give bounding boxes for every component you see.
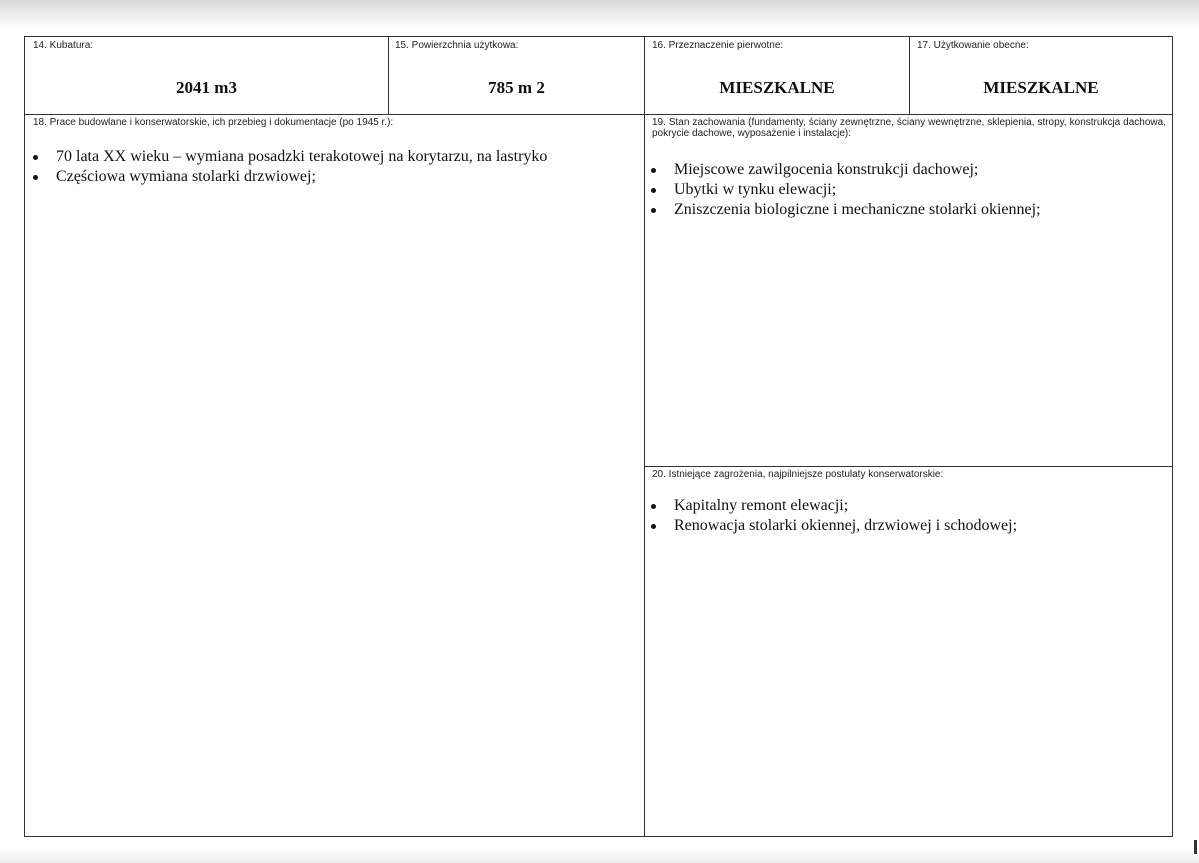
list-item: Ubytki w tynku elewacji; xyxy=(648,180,1163,200)
list-item: 70 lata XX wieku – wymiana posadzki terakotowej na korytarzu, na lastryko xyxy=(30,147,635,167)
divider-14-15 xyxy=(388,37,389,115)
field-16-label: 16. Przeznaczenie pierwotne: xyxy=(652,40,784,51)
scan-edge-mark xyxy=(1194,840,1197,854)
field-19-list xyxy=(648,160,1163,220)
field-14-label: 14. Kubatura: xyxy=(33,40,94,51)
field-15-value: 785 m 2 xyxy=(488,78,545,97)
list-item: Zniszczenia biologiczne i mechaniczne stolarki okiennej; xyxy=(648,200,1163,220)
record-form-page xyxy=(24,36,1173,837)
scan-shadow-top xyxy=(0,0,1199,30)
field-18-label: 18. Prace budowlane i konserwatorskie, ich przebieg i dokumentacje (po 1945 r.): xyxy=(33,117,394,128)
divider-main-vertical xyxy=(644,37,645,837)
list-item: Kapitalny remont elewacji; xyxy=(648,496,1163,516)
field-16-value: MIESZKALNE xyxy=(719,78,835,97)
scan-shadow-bottom xyxy=(0,848,1199,863)
row-divider-top xyxy=(25,114,1172,115)
field-15-label: 15. Powierzchnia użytkowa: xyxy=(395,40,519,51)
field-18-list xyxy=(30,147,635,187)
field-20-label: 20. Istniejące zagrożenia, najpilniejsze postulaty konserwatorskie: xyxy=(652,469,944,480)
list-item: Renowacja stolarki okiennej, drzwiowej i schodowej; xyxy=(648,516,1163,536)
field-14-value: 2041 m3 xyxy=(176,78,237,97)
row-divider-19-20 xyxy=(645,466,1172,467)
list-item: Częściowa wymiana stolarki drzwiowej; xyxy=(30,167,635,187)
list-item: Miejscowe zawilgocenia konstrukcji dachowej; xyxy=(648,160,1163,180)
field-17-label: 17. Użytkowanie obecne: xyxy=(917,40,1029,51)
field-19-label: 19. Stan zachowania (fundamenty, ściany zewnętrzne, ściany wewnętrzne, sklepienia, stropy, konstrukcja dachowa, pokrycie dachowe, wyposażenie i instalacje): xyxy=(652,117,1166,139)
field-17-value: MIESZKALNE xyxy=(983,78,1099,97)
divider-16-17 xyxy=(909,37,910,115)
field-20-list xyxy=(648,496,1163,536)
